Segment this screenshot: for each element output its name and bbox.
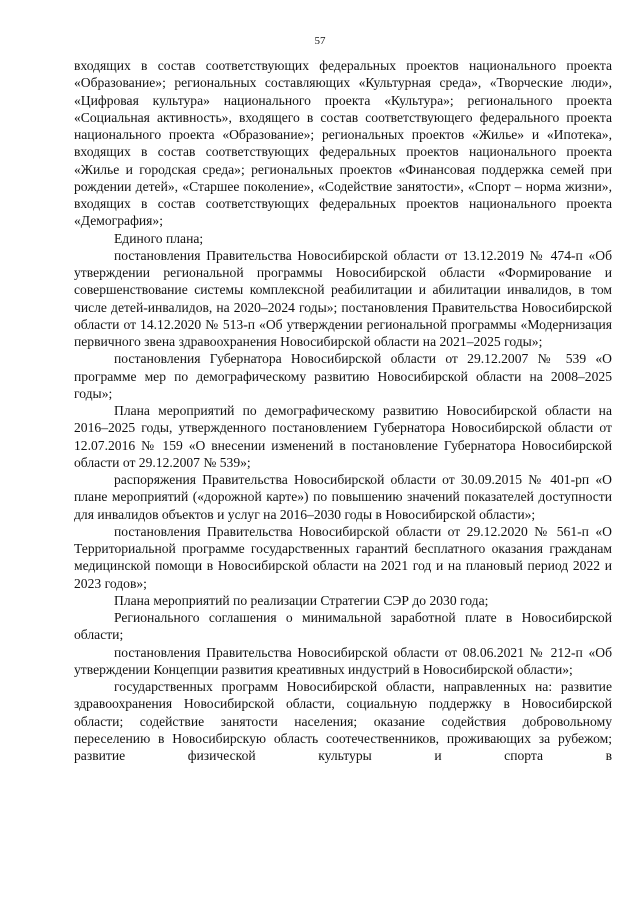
- paragraph: Регионального соглашения о минимальной заработной плате в Новосибирской области;: [74, 610, 612, 643]
- paragraph: постановления Правительства Новосибирской области от 13.12.2019 № 474-п «Об утверждении региональной программы Новосибирской области «Формирование и совершенствование системы комплексной реабилитации и абилитации инвалидов, в том числе детей-инвалидов, на 2020–2024 годы»; постановления Правительства Новосибирской области от 14.12.2020 № 513-п «Об утверждении региональной программы «Модернизация первичного звена здравоохранения Новосибирской области на 2021–2025 годы»;: [74, 247, 612, 349]
- paragraph: Плана мероприятий по реализации Стратегии СЭР до 2030 года;: [114, 592, 489, 608]
- paragraph: Единого плана;: [114, 230, 204, 246]
- paragraph: постановления Правительства Новосибирской области от 29.12.2020 № 561-п «О Территориальной программе государственных гарантий бесплатного оказания гражданам медицинской помощи в Новосибирской области на 2021 год и на плановый период 2022 и 2023 годов»;: [74, 523, 612, 591]
- paragraph: постановления Губернатора Новосибирской области от 29.12.2007 № 539 «О программе мер по демографическому развитию Новосибирской области на 2008–2025 годы»;: [74, 351, 612, 401]
- paragraph: постановления Правительства Новосибирской области от 08.06.2021 № 212-п «Об утверждении Концепции развития креативных индустрий в Новосибирской области»;: [74, 644, 612, 677]
- page-number: 57: [314, 35, 326, 47]
- paragraph: распоряжения Правительства Новосибирской области от 30.09.2015 № 401-рп «О плане мероприятий («дорожной карте») по повышению значений показателей доступности для инвалидов объектов и услуг на 2016–2030 годы в Новосибирской области»;: [74, 472, 612, 522]
- paragraph: государственных программ Новосибирской области, направленных на: развитие здравоохранения Новосибирской области, социальную поддержку в Новосибирской области; содействие занятости населения; оказание содействия добровольному переселению в Новосибирскую область соотечественников, проживающих за рубежом; развитие физической культуры и спорта в: [74, 679, 612, 763]
- paragraph: Плана мероприятий по демографическому развитию Новосибирской области на 2016–2025 годы, утвержденного постановлением Губернатора Новосибирской области от 12.07.2016 № 159 «О внесении изменений в постановление Губернатора Новосибирской области от 29.12.2007 № 539»;: [74, 403, 612, 470]
- paragraph: входящих в состав соответствующих федеральных проектов национального проекта «Образование»; региональных составляющих «Культурная среда», «Творческие люди», «Цифровая культура» национального проекта «Культура»; регионального проекта «Социальная активность», входящего в состав соответствующего федерального проекта национального проекта «Образование»; региональных проектов «Жилье» и «Ипотека», входящих в состав соответствующих федеральных проектов национального проекта «Жилье и городская среда»; региональных проектов «Финансовая поддержка семей при рождении детей», «Старшее поколение», «Содействие занятости», «Спорт – норма жизни», входящих в состав соответствующих федеральных проектов национального проекта «Демография»;: [74, 58, 612, 229]
- document-body: [74, 57, 612, 764]
